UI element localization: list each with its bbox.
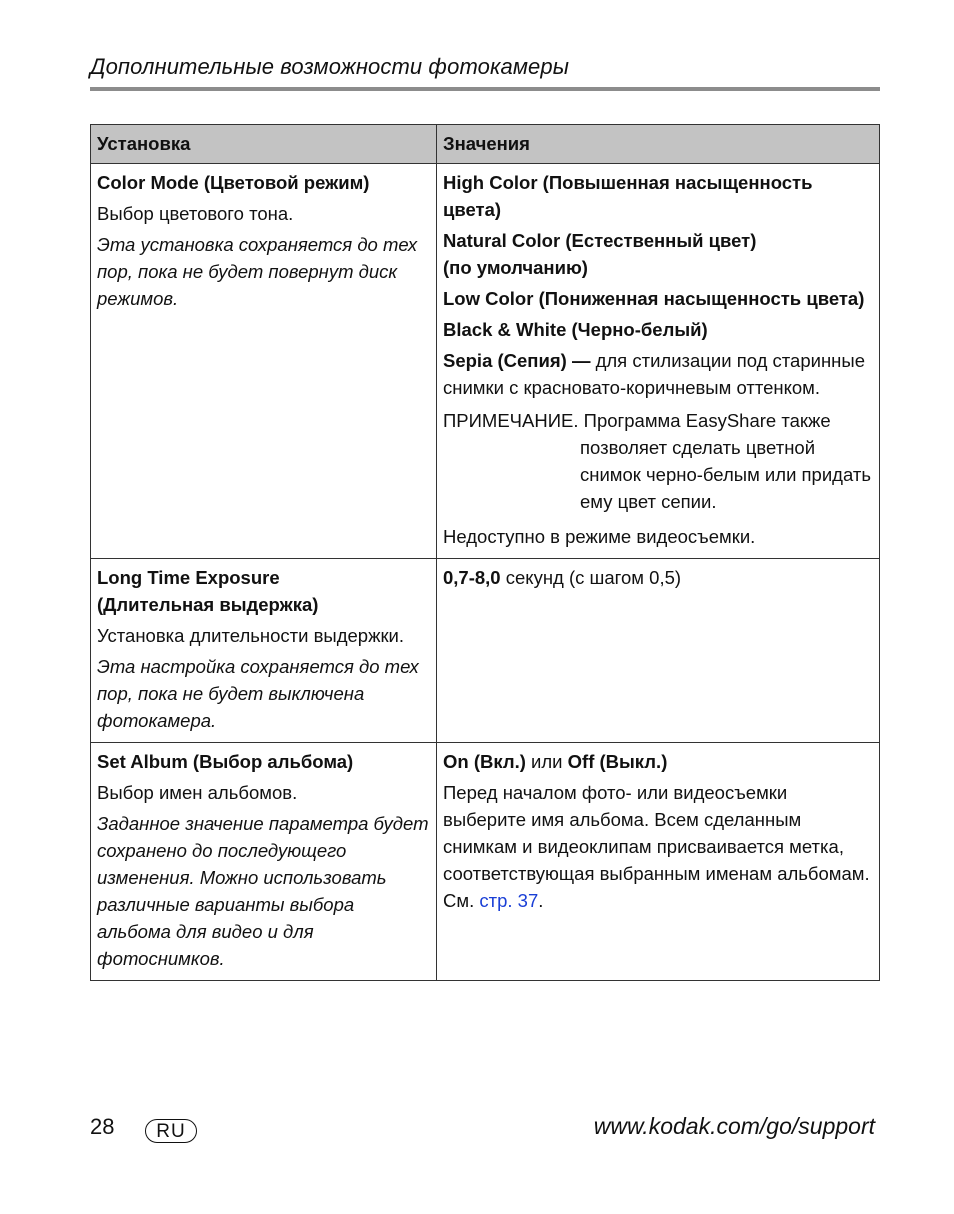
note-first-line <box>443 407 873 434</box>
album-description-text: Перед началом фото- или видеосъемки выберите имя альбома. Всем сделанным снимкам и видеоклипам присваивается метка, соответствующая выбранным именам альбомам. См. <box>443 782 870 911</box>
value-sepia-text: для стилизации под старинные снимки с красновато-коричневым оттенком. <box>443 350 865 398</box>
setting-cell <box>91 743 437 981</box>
page-reference-link[interactable]: стр. 37 <box>479 890 539 911</box>
setting-description: Выбор цветового тона. <box>97 203 294 224</box>
column-header-values: Значения <box>437 125 880 164</box>
setting-name <box>97 564 430 618</box>
setting-cell <box>91 559 437 743</box>
table-row <box>91 559 880 743</box>
column-header-setting: Установка <box>91 125 437 164</box>
value-exposure-range-text: секунд (с шагом 0,5) <box>500 567 682 588</box>
setting-name: Set Album (Выбор альбома) <box>97 751 354 772</box>
value-natural-color <box>443 227 873 281</box>
value-natural-color-line2: (по умолчанию) <box>443 257 588 278</box>
value-high-color: High Color (Повышенная насыщенность цвета) <box>443 172 813 220</box>
setting-note: Эта установка сохраняется до тех пор, пока не будет повернут диск режимов. <box>97 234 418 309</box>
language-badge: RU <box>145 1119 197 1143</box>
setting-note: Заданное значение параметра будет сохранено до последующего изменения. Можно использовать различные варианты выбора альбома для видео и для фотоснимков. <box>97 813 429 969</box>
value-off: Off (Выкл.) <box>567 751 668 772</box>
note-label: ПРИМЕЧАНИЕ. <box>443 410 579 431</box>
setting-description: Выбор имен альбомов. <box>97 782 298 803</box>
setting-name-line1: Long Time Exposure <box>97 567 280 588</box>
value-or: или <box>525 751 568 772</box>
album-description-end: . <box>538 890 544 911</box>
value-on-off <box>443 748 873 775</box>
value-album-description <box>443 779 873 914</box>
setting-description: Установка длительности выдержки. <box>97 625 405 646</box>
support-url: www.kodak.com/go/support <box>593 1113 875 1139</box>
value-unavailable-note: Недоступно в режиме видеосъемки. <box>443 526 756 547</box>
setting-name-line2: (Длительная выдержка) <box>97 594 319 615</box>
value-sepia-label: Sepia (Сепия) — <box>443 350 591 371</box>
value-on: On (Вкл.) <box>443 751 526 772</box>
page-number: 28 <box>90 1114 115 1139</box>
value-black-white: Black & White (Черно-белый) <box>443 319 708 340</box>
header-divider <box>90 87 880 91</box>
value-exposure-range <box>443 564 873 591</box>
setting-name: Color Mode (Цветовой режим) <box>97 172 370 193</box>
table-row <box>91 164 880 559</box>
values-cell <box>437 164 880 559</box>
value-natural-color-line1: Natural Color (Естественный цвет) <box>443 230 757 251</box>
value-low-color: Low Color (Пониженная насыщенность цвета) <box>443 288 865 309</box>
values-cell <box>437 559 880 743</box>
value-exposure-range-bold: 0,7-8,0 <box>443 567 501 588</box>
values-cell <box>437 743 880 981</box>
setting-cell <box>91 164 437 559</box>
table-row <box>91 743 880 981</box>
value-sepia <box>443 347 873 401</box>
note-block <box>443 407 873 515</box>
note-line1: Программа EasyShare также <box>583 410 831 431</box>
note-rest: позволяет сделать цветной снимок черно-белым или придать ему цвет сепии. <box>580 437 871 512</box>
setting-note: Эта настройка сохраняется до тех пор, пока не будет выключена фотокамера. <box>97 656 419 731</box>
table-header-row <box>91 125 880 164</box>
page-header-title: Дополнительные возможности фотокамеры <box>90 54 569 79</box>
settings-table <box>90 124 880 981</box>
